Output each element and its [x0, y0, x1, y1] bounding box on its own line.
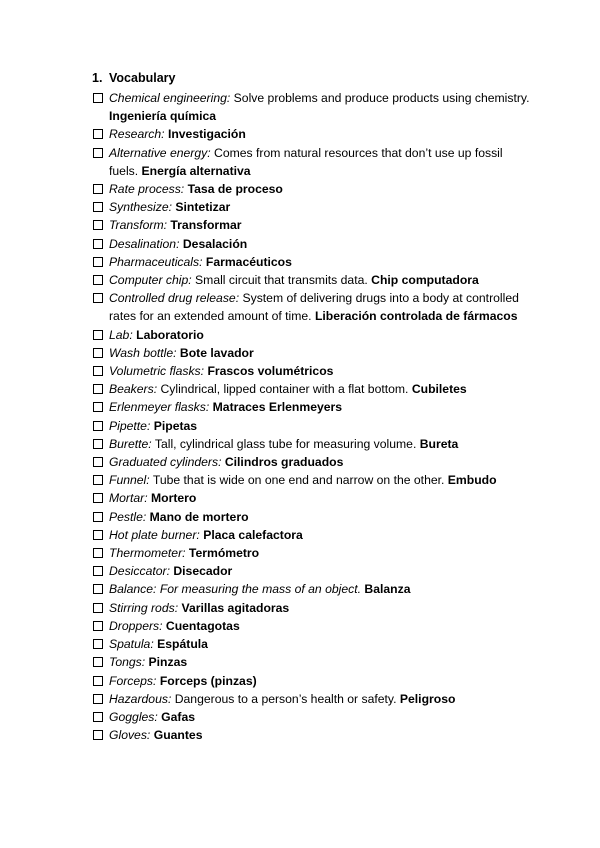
checkbox-icon	[93, 220, 103, 230]
vocab-translation: Energía alternativa	[141, 163, 251, 178]
checkbox-icon	[93, 184, 103, 194]
vocab-term: Stirring rods:	[109, 600, 179, 615]
vocab-translation: Liberación controlada de fármacos	[314, 309, 518, 324]
vocab-term: Burette:	[109, 436, 152, 451]
vocab-term: Desalination:	[109, 236, 180, 251]
vocab-item	[92, 398, 532, 416]
checkbox-icon	[93, 584, 103, 594]
vocab-item	[92, 453, 532, 471]
checkbox-icon	[93, 530, 103, 540]
vocab-definition: Dangerous to a person’s health or safety.	[174, 691, 397, 706]
checkbox-icon	[93, 366, 103, 376]
checkbox-icon	[93, 548, 103, 558]
vocab-definition: Tube that is wide on one end and narrow on the other.	[152, 473, 445, 488]
vocab-translation: Balanza	[364, 582, 411, 597]
vocab-translation: Bureta	[419, 436, 459, 451]
checkbox-icon	[93, 148, 103, 158]
vocab-translation: Laboratorio	[136, 327, 204, 342]
checkbox-icon	[93, 348, 103, 358]
vocab-translation: Mano de mortero	[149, 509, 249, 524]
vocab-term: Volumetric flasks:	[109, 364, 205, 379]
vocab-translation: Gafas	[161, 709, 196, 724]
checkbox-icon	[93, 566, 103, 576]
vocab-term: Pipette:	[109, 418, 151, 433]
vocab-translation: Mortero	[151, 491, 197, 506]
vocab-definition: Cylindrical, lipped container with a flat bottom.	[160, 382, 409, 397]
vocab-item	[92, 544, 532, 562]
vocab-translation: Peligroso	[399, 691, 456, 706]
vocab-item	[92, 435, 532, 453]
vocab-item	[92, 235, 532, 253]
vocab-item	[92, 708, 532, 726]
vocab-translation: Espátula	[157, 637, 208, 652]
section-heading	[92, 71, 175, 85]
checkbox-icon	[93, 603, 103, 613]
checkbox-icon	[93, 657, 103, 667]
vocab-item	[92, 344, 532, 362]
vocab-translation: Placa calefactora	[203, 527, 303, 542]
vocab-item	[92, 89, 532, 125]
vocab-item	[92, 635, 532, 653]
vocab-translation: Guantes	[153, 728, 203, 743]
vocab-item	[92, 271, 532, 289]
checkbox-icon	[93, 475, 103, 485]
vocab-term: Pestle:	[109, 509, 147, 524]
vocab-term: Research:	[109, 127, 165, 142]
vocab-term: Transform:	[109, 218, 168, 233]
checkbox-icon	[93, 421, 103, 431]
vocab-definition: Tall, cylindrical glass tube for measuring volume.	[154, 436, 417, 451]
checkbox-icon	[93, 402, 103, 412]
vocab-term: Hazardous:	[109, 691, 172, 706]
vocab-translation: Chip computadora	[371, 273, 479, 288]
section-title: Vocabulary	[109, 71, 176, 85]
vocab-term: Computer chip:	[109, 273, 192, 288]
vocab-translation: Cuentagotas	[165, 618, 240, 633]
checkbox-icon	[93, 694, 103, 704]
vocab-translation: Cilindros graduados	[224, 455, 344, 470]
checkbox-icon	[93, 93, 103, 103]
vocab-translation: Matraces Erlenmeyers	[212, 400, 343, 415]
checkbox-icon	[93, 384, 103, 394]
checkbox-icon	[93, 730, 103, 740]
vocab-term: Gloves:	[109, 728, 151, 743]
vocab-term: Thermometer:	[109, 546, 186, 561]
vocab-item	[92, 471, 532, 489]
vocab-item	[92, 672, 532, 690]
vocab-translation: Ingeniería química	[109, 109, 217, 124]
vocab-item	[92, 562, 532, 580]
checkbox-icon	[93, 512, 103, 522]
vocab-translation: Pipetas	[153, 418, 198, 433]
vocab-term: Funnel:	[109, 473, 150, 488]
vocab-item	[92, 690, 532, 708]
vocab-term: Forceps:	[109, 673, 157, 688]
checkbox-icon	[93, 712, 103, 722]
vocab-term: Lab:	[109, 327, 133, 342]
vocab-item	[92, 380, 532, 398]
vocab-translation: Tasa de proceso	[187, 182, 283, 197]
checkbox-icon	[93, 275, 103, 285]
vocab-item	[92, 216, 532, 234]
vocab-definition: Solve problems and produce products using chemistry.	[233, 91, 530, 105]
vocab-translation: Farmacéuticos	[205, 254, 292, 269]
checkbox-icon	[93, 493, 103, 503]
vocab-translation: Cubiletes	[411, 382, 467, 397]
vocab-translation: Pinzas	[148, 655, 188, 670]
vocab-translation: Bote lavador	[179, 345, 254, 360]
vocab-term: Hot plate burner:	[109, 527, 200, 542]
checkbox-icon	[93, 202, 103, 212]
vocab-term: Spatula:	[109, 637, 154, 652]
vocab-item	[92, 125, 532, 143]
vocab-translation: Termómetro	[188, 546, 260, 561]
vocab-translation: Embudo	[447, 473, 497, 488]
vocab-item	[92, 726, 532, 744]
vocab-translation: Disecador	[173, 564, 233, 579]
vocab-translation: Transformar	[170, 218, 242, 233]
vocab-item	[92, 362, 532, 380]
checkbox-icon	[93, 639, 103, 649]
vocab-item	[92, 289, 532, 325]
vocab-term: Chemical engineering:	[109, 91, 231, 105]
vocab-item	[92, 489, 532, 507]
vocab-translation: Frascos volumétricos	[207, 364, 334, 379]
vocab-term: Graduated cylinders:	[109, 455, 222, 470]
checkbox-icon	[93, 439, 103, 449]
checkbox-icon	[93, 621, 103, 631]
vocab-item	[92, 198, 532, 216]
vocab-term: Tongs:	[109, 655, 146, 670]
vocab-term: Droppers:	[109, 618, 163, 633]
vocab-definition: Comes from natural resources that don’t use up fossil fuels.	[109, 145, 503, 178]
vocab-term: Goggles:	[109, 709, 158, 724]
vocab-term: Pharmaceuticals:	[109, 254, 203, 269]
vocab-translation: Forceps (pinzas)	[159, 673, 257, 688]
vocab-translation: Desalación	[182, 236, 248, 251]
checkbox-icon	[93, 293, 103, 303]
vocab-item	[92, 417, 532, 435]
vocab-translation: Varillas agitadoras	[181, 600, 290, 615]
vocab-item	[92, 599, 532, 617]
checkbox-icon	[93, 676, 103, 686]
vocab-term: Wash bottle:	[109, 345, 177, 360]
vocab-item	[92, 144, 532, 180]
vocab-term: Mortar:	[109, 491, 148, 506]
vocab-term: Beakers:	[109, 382, 158, 397]
vocab-term: Balance: For measuring the mass of an object.	[109, 582, 362, 597]
vocab-item	[92, 508, 532, 526]
checkbox-icon	[93, 457, 103, 467]
vocab-term: Alternative energy:	[109, 145, 211, 160]
vocab-term: Controlled drug release:	[109, 291, 240, 306]
vocab-definition: System of delivering drugs into a body at controlled rates for an extended amount of time.	[109, 291, 519, 324]
vocab-term: Rate process:	[109, 182, 185, 197]
vocab-definition: Small circuit that transmits data.	[195, 273, 368, 288]
vocab-item	[92, 326, 532, 344]
checkbox-icon	[93, 129, 103, 139]
checkbox-icon	[93, 257, 103, 267]
checkbox-icon	[93, 330, 103, 340]
vocab-translation: Sintetizar	[175, 200, 231, 215]
checkbox-icon	[93, 239, 103, 249]
vocab-item	[92, 653, 532, 671]
vocab-item	[92, 180, 532, 198]
vocab-term: Synthesize:	[109, 200, 173, 215]
vocab-item	[92, 526, 532, 544]
section-number: 1.	[92, 71, 103, 85]
vocab-item	[92, 580, 532, 598]
vocabulary-list	[92, 89, 532, 744]
vocab-item	[92, 617, 532, 635]
vocab-item	[92, 253, 532, 271]
vocab-term: Erlenmeyer flasks:	[109, 400, 210, 415]
vocab-term: Desiccator:	[109, 564, 170, 579]
vocab-translation: Investigación	[167, 127, 246, 142]
